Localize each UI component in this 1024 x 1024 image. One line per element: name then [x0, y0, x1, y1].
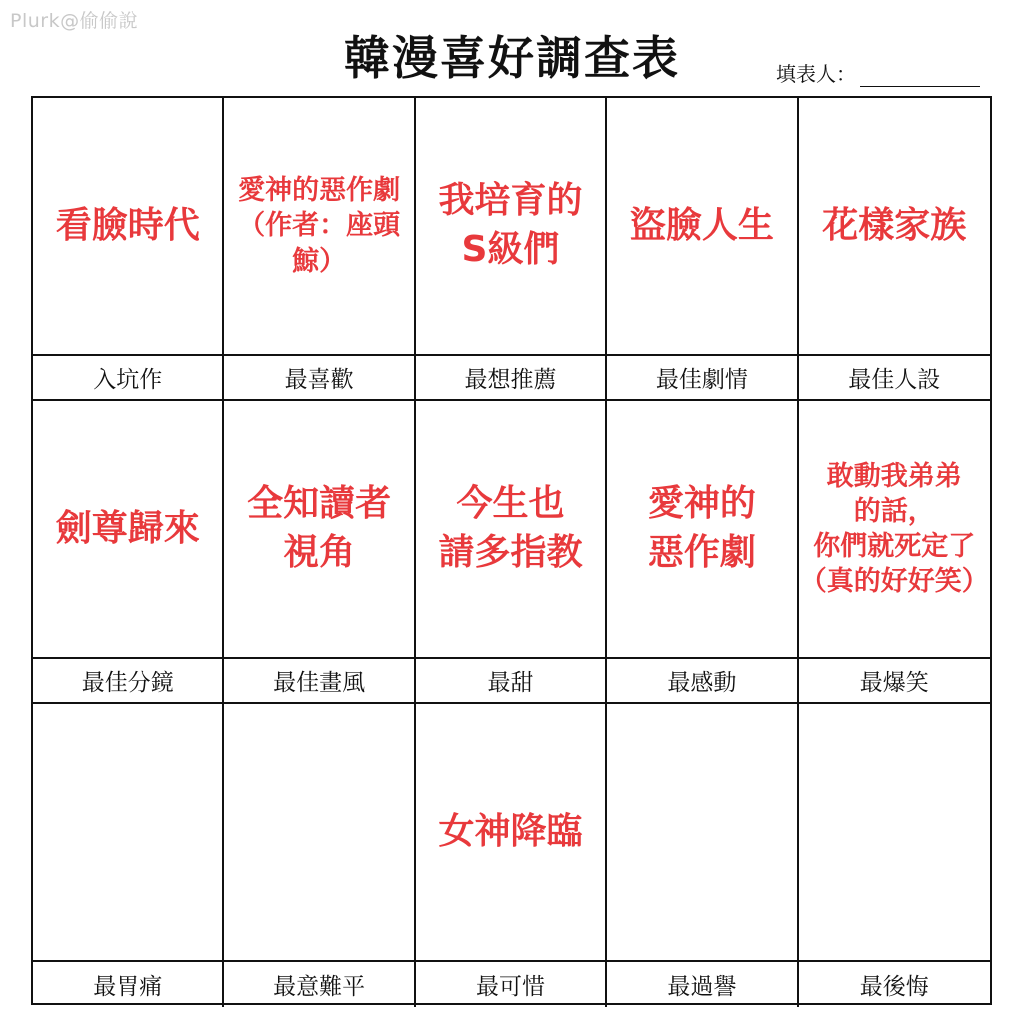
answer-text: 愛神的惡作劇 （作者：座頭鯨） — [238, 175, 401, 277]
category-cell — [224, 962, 415, 1007]
category-label: 最佳畫風 — [273, 670, 366, 696]
category-cell — [224, 659, 415, 704]
category-label: 最佳分鏡 — [81, 670, 174, 696]
category-cell — [224, 356, 415, 401]
category-label: 最佳人設 — [848, 367, 941, 393]
category-label: 最想推薦 — [464, 367, 557, 393]
answer-cell — [224, 704, 415, 962]
answer-text: 我培育的 S級們 — [438, 180, 583, 270]
answer-cell — [416, 704, 607, 962]
answer-text: 劍尊歸來 — [55, 507, 200, 549]
answer-cell — [33, 704, 224, 962]
answer-text: 看臉時代 — [55, 204, 200, 246]
answer-text: 花樣家族 — [822, 204, 967, 246]
answer-cell — [33, 401, 224, 659]
category-label: 最可惜 — [475, 974, 545, 1000]
filler-field — [776, 58, 980, 87]
category-cell — [607, 659, 798, 704]
category-label: 最胃痛 — [93, 974, 163, 1000]
answer-cell — [607, 704, 798, 962]
category-label: 最意難平 — [273, 974, 366, 1000]
category-label: 最喜歡 — [284, 367, 354, 393]
answer-text: 盜臉人生 — [629, 204, 774, 246]
category-label: 入坑作 — [93, 367, 163, 393]
category-cell — [799, 659, 990, 704]
category-label: 最感動 — [667, 670, 737, 696]
category-cell — [416, 659, 607, 704]
watermark: Plurk@偷偷說 — [10, 10, 139, 32]
category-cell — [607, 356, 798, 401]
category-label: 最過譽 — [667, 974, 737, 1000]
answer-cell — [416, 401, 607, 659]
category-label: 最佳劇情 — [655, 367, 748, 393]
answer-text: 女神降臨 — [438, 810, 583, 852]
answer-cell — [799, 704, 990, 962]
category-label: 最爆笑 — [859, 670, 929, 696]
answer-cell — [799, 98, 990, 356]
answer-cell — [416, 98, 607, 356]
category-cell — [416, 356, 607, 401]
answer-cell — [607, 98, 798, 356]
category-label: 最後悔 — [859, 974, 929, 1000]
category-cell — [416, 962, 607, 1007]
answer-text: 敢動我弟弟 的話， 你們就死定了 （真的好好笑） — [799, 460, 989, 598]
category-cell — [33, 356, 224, 401]
survey-grid — [31, 96, 992, 1005]
answer-text: 今生也 請多指教 — [438, 483, 583, 573]
answer-cell — [607, 401, 798, 659]
category-label: 最甜 — [487, 670, 534, 696]
answer-cell — [224, 98, 415, 356]
answer-text: 全知讀者 視角 — [247, 483, 392, 573]
filler-label: 填表人： — [776, 62, 856, 86]
answer-text: 愛神的 惡作劇 — [647, 483, 756, 573]
filler-blank-line — [860, 66, 980, 87]
category-cell — [607, 962, 798, 1007]
answer-cell — [799, 401, 990, 659]
category-cell — [799, 356, 990, 401]
page-title: 韓漫喜好調查表 — [344, 31, 680, 85]
answer-cell — [224, 401, 415, 659]
category-cell — [799, 962, 990, 1007]
category-cell — [33, 659, 224, 704]
answer-cell — [33, 98, 224, 356]
category-cell — [33, 962, 224, 1007]
